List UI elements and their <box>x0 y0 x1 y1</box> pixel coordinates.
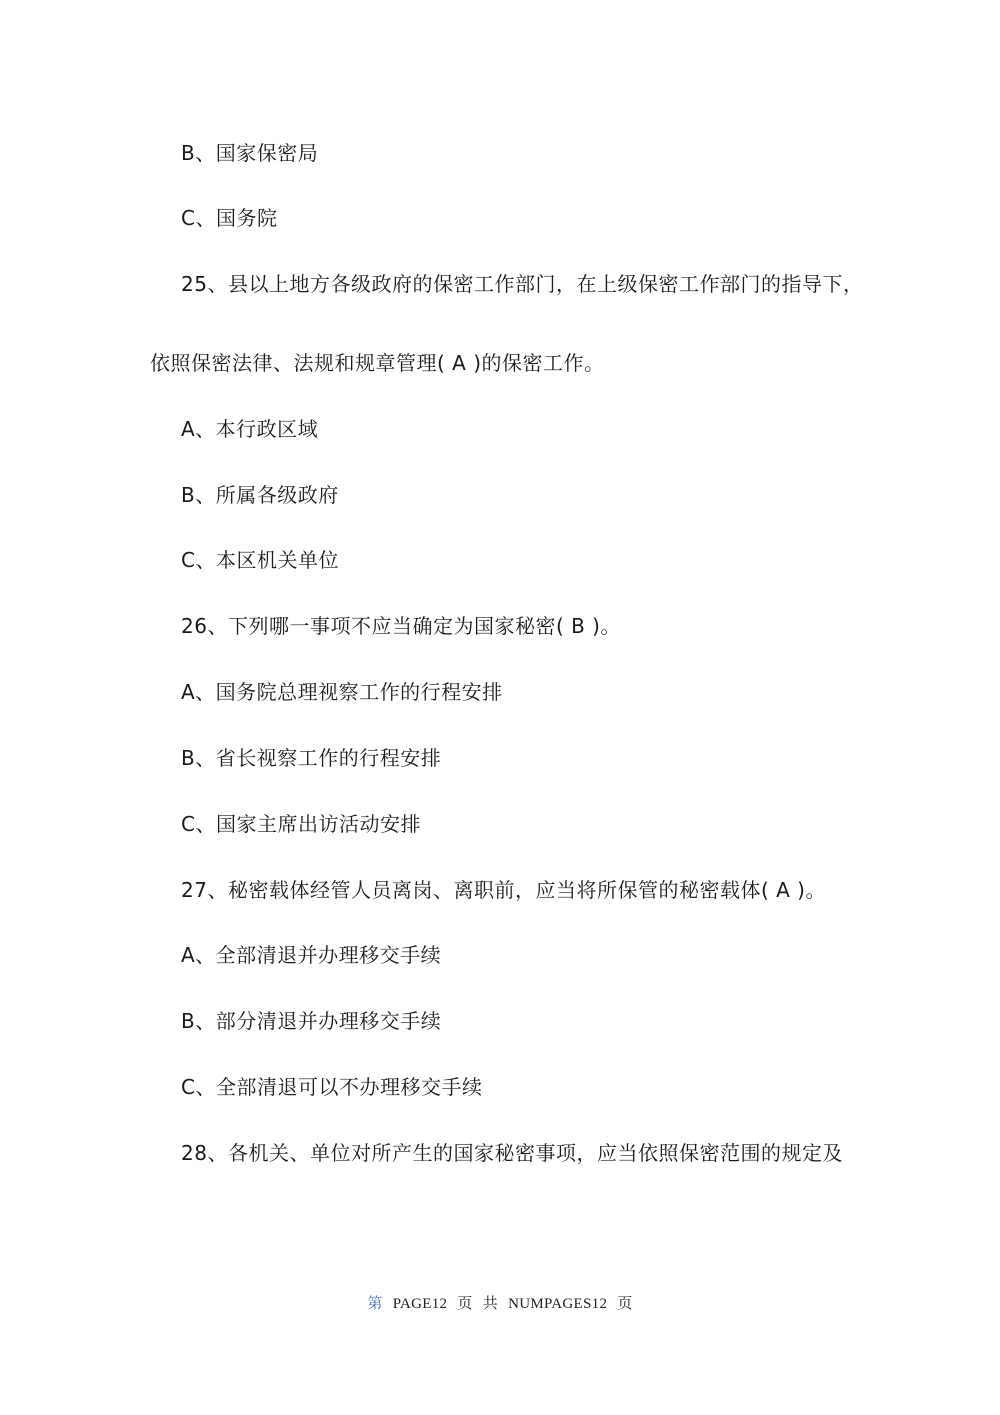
q27-option-a: A、全部清退并办理移交手续 <box>181 943 442 967</box>
q25-option-a: A、本行政区域 <box>181 417 319 441</box>
question-25-line2: 依照保密法律、法规和规章管理( A )的保密工作。 <box>150 351 605 375</box>
question-28-line1: 28、各机关、单位对所产生的国家秘密事项，应当依照保密范围的规定及 <box>181 1141 843 1165</box>
footer-gong: 共 <box>482 1296 499 1312</box>
q25-option-c: C、本区机关单位 <box>181 548 339 572</box>
q26-option-a: A、国务院总理视察工作的行程安排 <box>181 680 503 704</box>
q26-option-c: C、国家主席出访活动安排 <box>181 812 421 836</box>
footer-di: 第 <box>367 1296 383 1312</box>
option-b-line: B、国家保密局 <box>181 141 319 165</box>
option-c-line: C、国务院 <box>181 206 278 230</box>
question-25-line1: 25、县以上地方各级政府的保密工作部门，在上级保密工作部门的指导下， <box>181 272 864 296</box>
q25-option-b: B、所属各级政府 <box>181 483 339 507</box>
footer-page-field: PAGE12 <box>392 1296 448 1312</box>
footer-numpages-field: NUMPAGES12 <box>508 1296 608 1312</box>
page-footer <box>0 1292 1000 1313</box>
question-27: 27、秘密载体经管人员离岗、离职前，应当将所保管的秘密载体( A )。 <box>181 878 826 902</box>
footer-ye2: 页 <box>617 1296 633 1312</box>
question-26: 26、下列哪一事项不应当确定为国家秘密( B )。 <box>181 614 621 638</box>
q27-option-b: B、部分清退并办理移交手续 <box>181 1009 442 1033</box>
q26-option-b: B、省长视察工作的行程安排 <box>181 746 442 770</box>
q27-option-c: C、全部清退可以不办理移交手续 <box>181 1075 483 1099</box>
footer-ye: 页 <box>457 1296 473 1312</box>
